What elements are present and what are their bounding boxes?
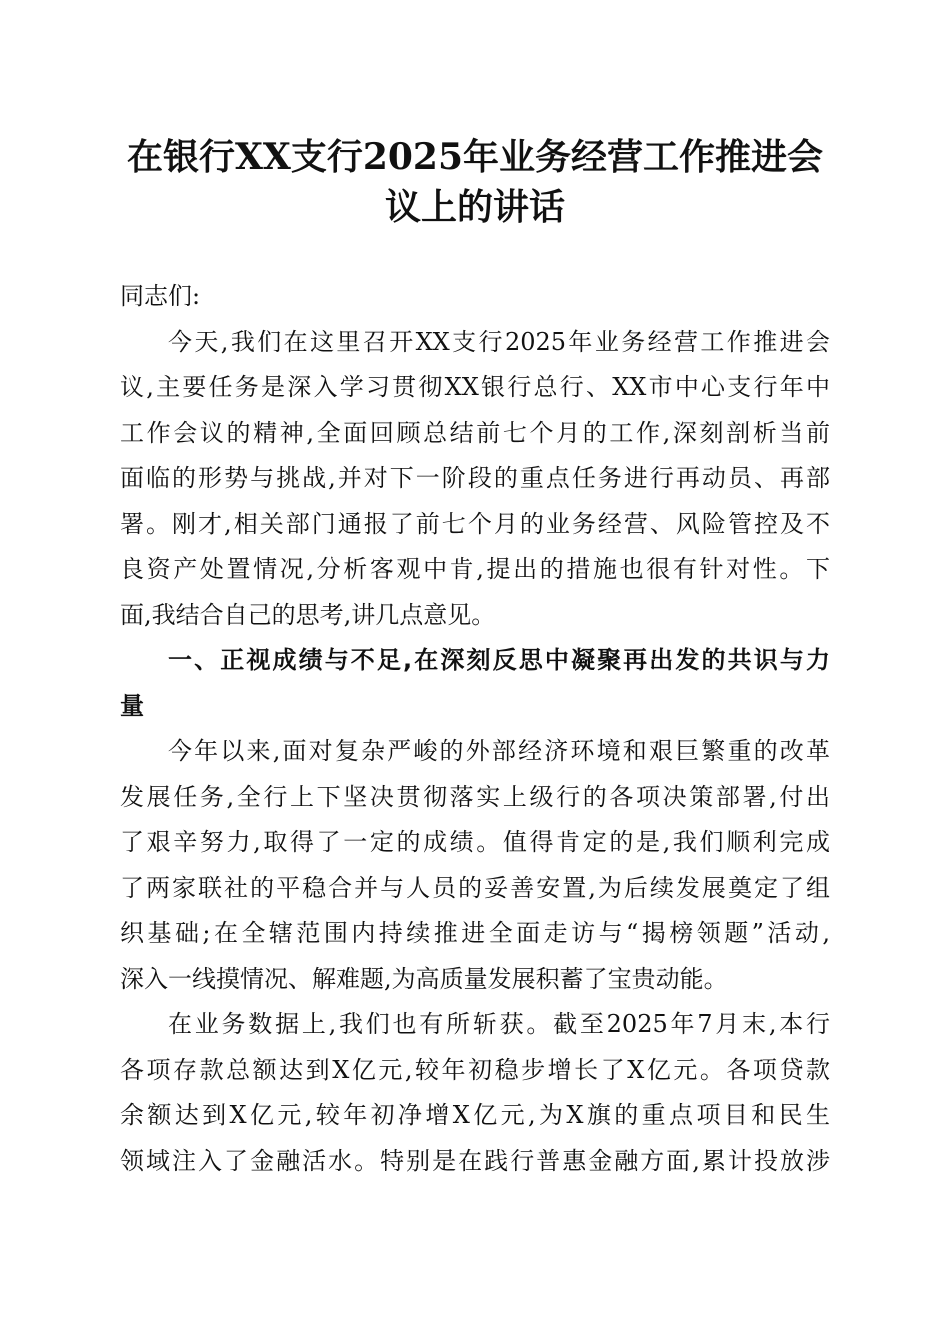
salutation: 同志们: — [120, 282, 201, 310]
title-line: 在银行XX支行2025年业务经营工作推进会 — [126, 136, 824, 178]
paragraph-line: 面临的形势与挑战,并对下一阶段的重点任务进行再动员、再部 — [120, 464, 830, 492]
document-body — [120, 274, 830, 1184]
paragraph-line: 深入一线摸情况、解难题,为高质量发展积蓄了宝贵动能。 — [120, 964, 728, 993]
heading-line: 一、正视成绩与不足,在深刻反思中凝聚再出发的共识与力 — [168, 646, 830, 674]
paragraph-line: 余额达到X亿元,较年初净增X亿元,为X旗的重点项目和民生 — [120, 1101, 830, 1129]
heading-line: 量 — [120, 691, 144, 720]
paragraph-line: 署。刚才,相关部门通报了前七个月的业务经营、风险管控及不 — [120, 509, 830, 538]
paragraph-line: 在业务数据上,我们也有所斩获。截至2025年7月末,本行 — [168, 1010, 830, 1038]
paragraph-line: 今年以来,面对复杂严峻的外部经济环境和艰巨繁重的改革 — [168, 737, 830, 765]
paragraph-line: 了艰辛努力,取得了一定的成绩。值得肯定的是,我们顺利完成 — [120, 828, 830, 856]
paragraph-line: 工作会议的精神,全面回顾总结前七个月的工作,深刻剖析当前 — [120, 418, 830, 447]
paragraph-line: 发展任务,全行上下坚决贯彻落实上级行的各项决策部署,付出 — [120, 782, 830, 811]
paragraph-line: 议,主要任务是深入学习贯彻XX银行总行、XX市中心支行年中 — [120, 373, 830, 401]
paragraph-3 — [120, 1002, 830, 1184]
title-line: 议上的讲话 — [384, 186, 565, 228]
paragraph-line: 良资产处置情况,分析客观中肯,提出的措施也很有针对性。下 — [120, 555, 830, 583]
paragraph-1 — [120, 320, 830, 639]
paragraph-line: 织基础;在全辖范围内持续推进全面走访与“揭榜领题”活动, — [120, 919, 830, 947]
document-title — [100, 132, 850, 232]
paragraph-line: 面,我结合自己的思考,讲几点意见。 — [120, 600, 496, 629]
section-heading-1 — [120, 638, 830, 729]
paragraph-line: 各项存款总额达到X亿元,较年初稳步增长了X亿元。各项贷款 — [120, 1055, 830, 1084]
paragraph-2 — [120, 729, 830, 1002]
paragraph-line: 今天,我们在这里召开XX支行2025年业务经营工作推进会 — [168, 327, 830, 356]
paragraph-line: 了两家联社的平稳合并与人员的妥善安置,为后续发展奠定了组 — [120, 873, 830, 902]
paragraph-line: 领域注入了金融活水。特别是在践行普惠金融方面,累计投放涉 — [120, 1146, 830, 1175]
